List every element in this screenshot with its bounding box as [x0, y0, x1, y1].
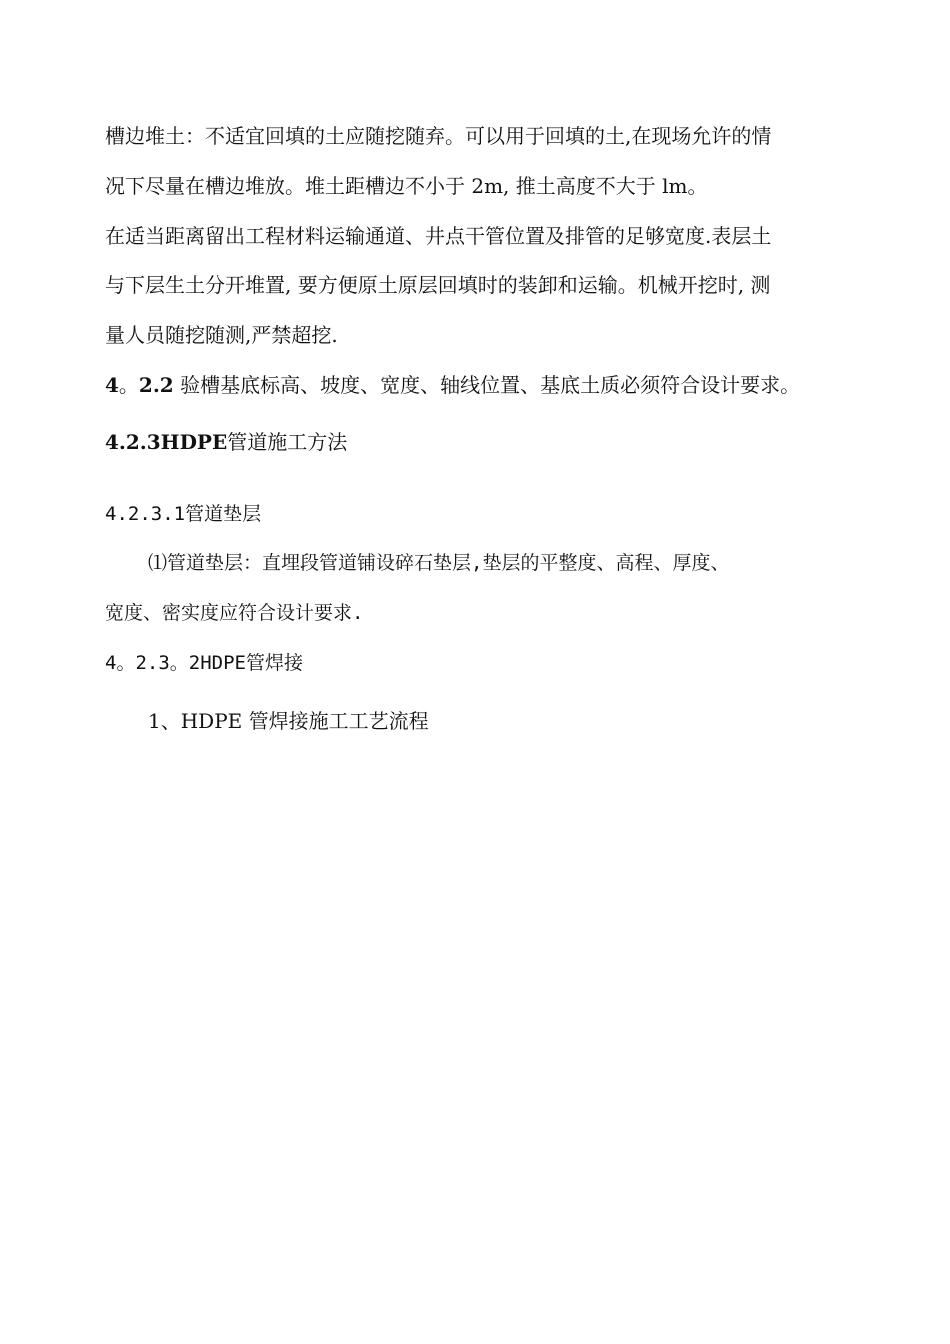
section-number: 2.2	[138, 373, 174, 397]
paragraph-line: 与下层生土分开堆置, 要方便原土原层回填时的装卸和运输。机械开挖时, 测	[105, 273, 771, 297]
section-text: 验槽基底标高、坡度、宽度、轴线位置、基底土质必须符合设计要求。	[180, 373, 801, 397]
paragraph-line: 槽边堆土：不适宜回填的土应随挖随弃。可以用于回填的土,在现场允许的情	[105, 124, 772, 148]
paragraph-line: ⑴管道垫层：直埋段管道铺设碎石垫层,垫层的平整度、高程、厚度、	[148, 552, 730, 574]
section-4-2-2	[105, 371, 800, 399]
section-heading-text: 管道施工方法	[227, 430, 348, 454]
section-heading-4-2-3	[105, 428, 347, 456]
subsection-heading-4-2-3-2: 4。2.3。2HDPE管焊接	[105, 652, 303, 674]
paragraph-line: 况下尽量在槽边堆放。堆土距槽边不小于 2m, 推土高度不大于 lm。	[105, 174, 708, 198]
section-number: 4.2.3HDPE	[105, 430, 228, 454]
section-number: 4	[105, 373, 119, 397]
list-item: 1、HDPE 管焊接施工工艺流程	[148, 709, 429, 733]
paragraph-line: 在适当距离留出工程材料运输通道、井点干管位置及排管的足够宽度.表层土	[105, 224, 772, 248]
paragraph-line: 宽度、密实度应符合设计要求.	[105, 602, 364, 624]
subsection-heading-4-2-3-1: 4.2.3.1管道垫层	[105, 503, 262, 525]
paragraph-line: 量人员随挖随测,严禁超挖.	[105, 323, 338, 347]
section-number-separator: 。	[118, 373, 139, 397]
